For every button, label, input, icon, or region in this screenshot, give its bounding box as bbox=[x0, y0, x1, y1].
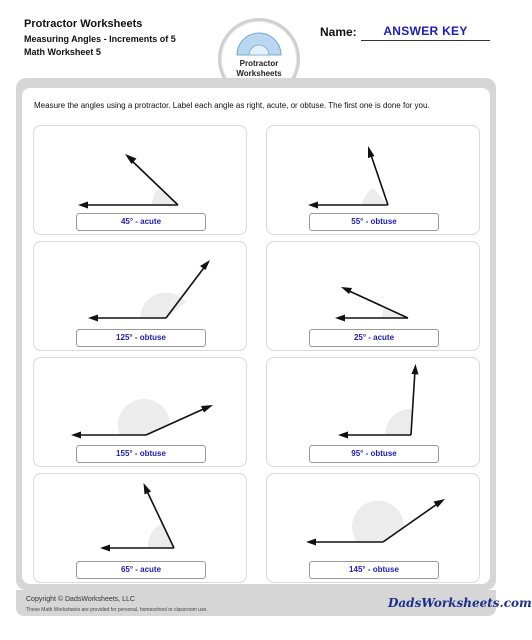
angle-arc bbox=[362, 188, 388, 205]
arrowhead bbox=[308, 202, 318, 209]
problem-card bbox=[33, 473, 247, 583]
protractor-icon bbox=[235, 29, 283, 57]
logo-text-line2: Worksheets bbox=[236, 69, 282, 78]
angle-arc bbox=[118, 399, 170, 435]
problem-card bbox=[33, 357, 247, 467]
arrowhead bbox=[341, 287, 352, 294]
answer-box: 65° - acute bbox=[76, 561, 206, 579]
copyright: Copyright © DadsWorksheets, LLC bbox=[26, 596, 135, 603]
answer-box: 155° - obtuse bbox=[76, 445, 206, 463]
problem-card bbox=[266, 473, 480, 583]
arrowhead bbox=[368, 146, 375, 158]
problem-card bbox=[266, 241, 480, 351]
instructions: Measure the angles using a protractor. Label each angle as right, acute, or obtuse. The first one is done for you. bbox=[34, 101, 430, 110]
arrowhead bbox=[100, 545, 110, 552]
problem-card bbox=[266, 357, 480, 467]
arrowhead bbox=[71, 432, 81, 439]
name-label: Name: bbox=[320, 25, 357, 39]
angle-arc bbox=[352, 501, 404, 542]
problem-card bbox=[33, 125, 247, 235]
angle-ray bbox=[347, 290, 408, 318]
brand-logo: DadsWorksheets.com bbox=[388, 596, 532, 610]
arrowhead bbox=[335, 315, 345, 322]
answer-box: 95° - obtuse bbox=[309, 445, 439, 463]
angle-ray bbox=[411, 370, 415, 435]
worksheet-title: Protractor Worksheets bbox=[24, 18, 143, 30]
arrowhead bbox=[338, 432, 348, 439]
angle-arc bbox=[152, 189, 178, 205]
angle-arc bbox=[140, 293, 186, 318]
arrowhead bbox=[200, 260, 210, 270]
arrowhead bbox=[412, 364, 419, 375]
worksheet-number: Math Worksheet 5 bbox=[24, 47, 101, 57]
answer-box: 45° - acute bbox=[76, 213, 206, 231]
problem-card bbox=[266, 125, 480, 235]
arrowhead bbox=[201, 405, 213, 413]
angle-ray bbox=[166, 265, 206, 318]
worksheet-subtitle: Measuring Angles - Increments of 5 bbox=[24, 34, 176, 44]
arrowhead bbox=[306, 539, 316, 546]
answer-box: 25° - acute bbox=[309, 329, 439, 347]
angle-arc bbox=[385, 409, 413, 435]
arrowhead bbox=[78, 202, 88, 209]
answer-box: 145° - obtuse bbox=[309, 561, 439, 579]
logo-text-line1: Protractor bbox=[239, 59, 279, 68]
arrowhead bbox=[88, 315, 98, 322]
name-line bbox=[361, 40, 490, 41]
arrowhead bbox=[144, 483, 152, 495]
answer-box: 125° - obtuse bbox=[76, 329, 206, 347]
answer-box: 55° - obtuse bbox=[309, 213, 439, 231]
name-value: ANSWER KEY bbox=[383, 24, 468, 38]
usage-note: These Math Worksheets are provided for personal, homeschool or classroom use. bbox=[26, 607, 208, 613]
angle-arc bbox=[148, 523, 174, 548]
problem-card bbox=[33, 241, 247, 351]
